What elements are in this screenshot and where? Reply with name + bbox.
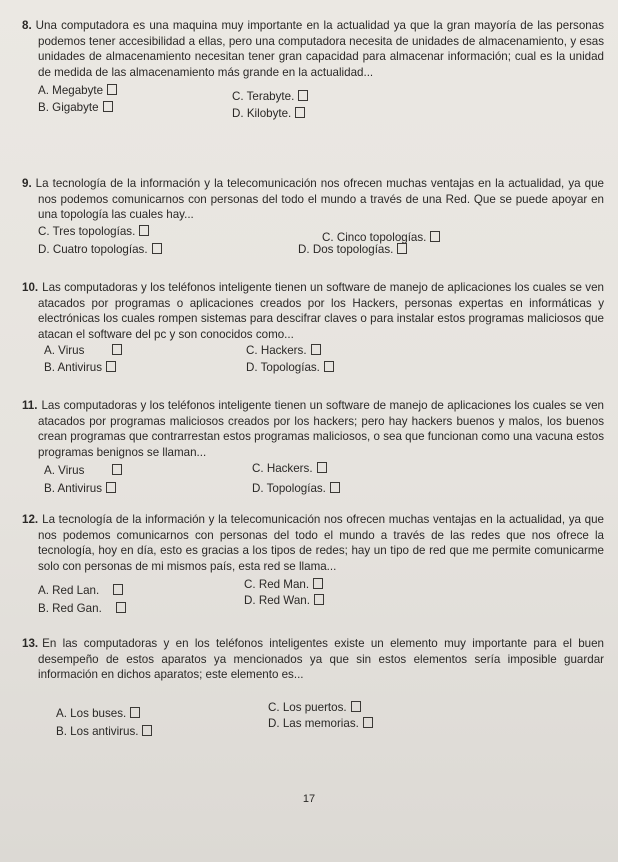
- option-d[interactable]: D. Dos topologías.: [298, 243, 407, 256]
- checkbox[interactable]: [139, 225, 149, 236]
- option-a[interactable]: A. Los buses.: [56, 707, 140, 720]
- option-c[interactable]: C. Hackers.: [246, 344, 321, 357]
- checkbox[interactable]: [311, 344, 321, 355]
- checkbox[interactable]: [152, 243, 162, 254]
- question-13: [16, 636, 604, 738]
- question-10: [16, 280, 604, 378]
- option-a[interactable]: A. Virus: [44, 344, 122, 357]
- question-12: [16, 512, 604, 616]
- option-b[interactable]: D. Cuatro topologías.: [38, 243, 162, 256]
- option-b[interactable]: B. Antivirus: [44, 482, 116, 495]
- checkbox[interactable]: [103, 101, 113, 112]
- checkbox[interactable]: [113, 584, 123, 595]
- question-text: 8. Una computadora es una maquina muy importante en la actualidad ya que la gran mayoría de las personas podemos tener accesibilidad a ellas, pero una computadora necesita de unidades de almacenamiento, y esas unidades de almacenamiento necesitan tener gran capacidad para almacenar información; cual es la unidad de medida de las almacenamiento más grande en la actualidad...: [22, 19, 604, 79]
- checkbox[interactable]: [324, 361, 334, 372]
- options: [16, 578, 604, 616]
- option-b[interactable]: B. Los antivirus.: [56, 725, 152, 738]
- options: [16, 225, 604, 259]
- question-text: 9. La tecnología de la información y la telecomunicación nos ofrecen muchas ventajas en la actualidad, ya que nos podemos comunicarnos con personas del todo el mundo a través de una Red. Que se puede apoyar en una topología las cuales hay...: [22, 177, 604, 222]
- question-text: 13. En las computadoras y en los teléfonos inteligentes existe un elemento muy importante para el buen desempeño de estos aparatos ya mencionados ya que sin estos elementos sería imposible guardar información en dichos aparatos; este elemento es...: [22, 637, 604, 682]
- checkbox[interactable]: [363, 717, 373, 728]
- question-text: 11. Las computadoras y los teléfonos inteligente tienen un software de manejo de aplicaciones los cuales se ven atacados por programas maliciosos creados por los hackers; pero hay hackers buenos y malos, los buenos crean programas que contrarrestan estos programas maliciosos, o sea que funcionan como una vacuna estos programas benignos se llaman...: [22, 399, 604, 459]
- checkbox[interactable]: [397, 243, 407, 254]
- option-d[interactable]: D. Topologías.: [246, 361, 334, 374]
- checkbox[interactable]: [351, 701, 361, 712]
- checkbox[interactable]: [107, 84, 117, 95]
- options: [16, 344, 604, 378]
- page-number: 17: [302, 793, 316, 805]
- option-c[interactable]: C. Red Man.: [244, 578, 323, 591]
- checkbox[interactable]: [106, 361, 116, 372]
- option-d[interactable]: D. Las memorias.: [268, 717, 373, 730]
- checkbox[interactable]: [116, 602, 126, 613]
- checkbox[interactable]: [130, 707, 140, 718]
- option-a[interactable]: A. Red Lan.: [38, 584, 123, 597]
- checkbox[interactable]: [313, 578, 323, 589]
- option-c[interactable]: C. Terabyte.: [232, 90, 308, 103]
- option-d[interactable]: D. Red Wan.: [244, 594, 324, 607]
- checkbox[interactable]: [295, 107, 305, 118]
- option-a[interactable]: A. Megabyte: [38, 84, 117, 97]
- question-11: [16, 398, 604, 496]
- option-d[interactable]: D. Kilobyte.: [232, 107, 305, 120]
- options: [16, 462, 604, 496]
- options: [16, 84, 604, 121]
- option-b[interactable]: B. Gigabyte: [38, 101, 113, 114]
- question-text: 12. La tecnología de la información y la telecomunicación nos ofrecen muchas ventajas en la actualidad, ya que nos podemos comunicarnos con personas del todo el mundo a través de las redes que nos ofrece la tecnología, hoy en día, esto es gracias a los tipos de redes; hay un tipo de red que me permite comunicarme solo con personas de mi mismos país, esta red se llama...: [22, 513, 604, 573]
- checkbox[interactable]: [317, 462, 327, 473]
- option-d[interactable]: D. Topologías.: [252, 482, 340, 495]
- checkbox[interactable]: [430, 231, 440, 242]
- option-c[interactable]: C. Los puertos.: [268, 701, 361, 714]
- options: [16, 700, 604, 738]
- option-c[interactable]: C. Cinco topologías.: [322, 231, 440, 244]
- question-8: [16, 18, 604, 121]
- option-a[interactable]: A. Virus: [44, 464, 122, 477]
- checkbox[interactable]: [112, 344, 122, 355]
- question-text: 10. Las computadoras y los teléfonos inteligente tienen un software de manejo de aplicaciones los cuales se ven atacados por programas o aplicaciones creados por los Hackers, personas expertas en informáticas y electrónicas los cuales rompen sistemas para descifrar claves o para instalar estos programas maliciosos que atacan el software del pc y son conocidos como...: [22, 281, 604, 341]
- checkbox[interactable]: [330, 482, 340, 493]
- checkbox[interactable]: [112, 464, 122, 475]
- question-9: [16, 176, 604, 259]
- option-c[interactable]: C. Hackers.: [252, 462, 327, 475]
- option-b[interactable]: B. Antivirus: [44, 361, 116, 374]
- checkbox[interactable]: [314, 594, 324, 605]
- checkbox[interactable]: [142, 725, 152, 736]
- checkbox[interactable]: [106, 482, 116, 493]
- checkbox[interactable]: [298, 90, 308, 101]
- option-b[interactable]: B. Red Gan.: [38, 602, 126, 615]
- option-a[interactable]: C. Tres topologías.: [38, 225, 149, 238]
